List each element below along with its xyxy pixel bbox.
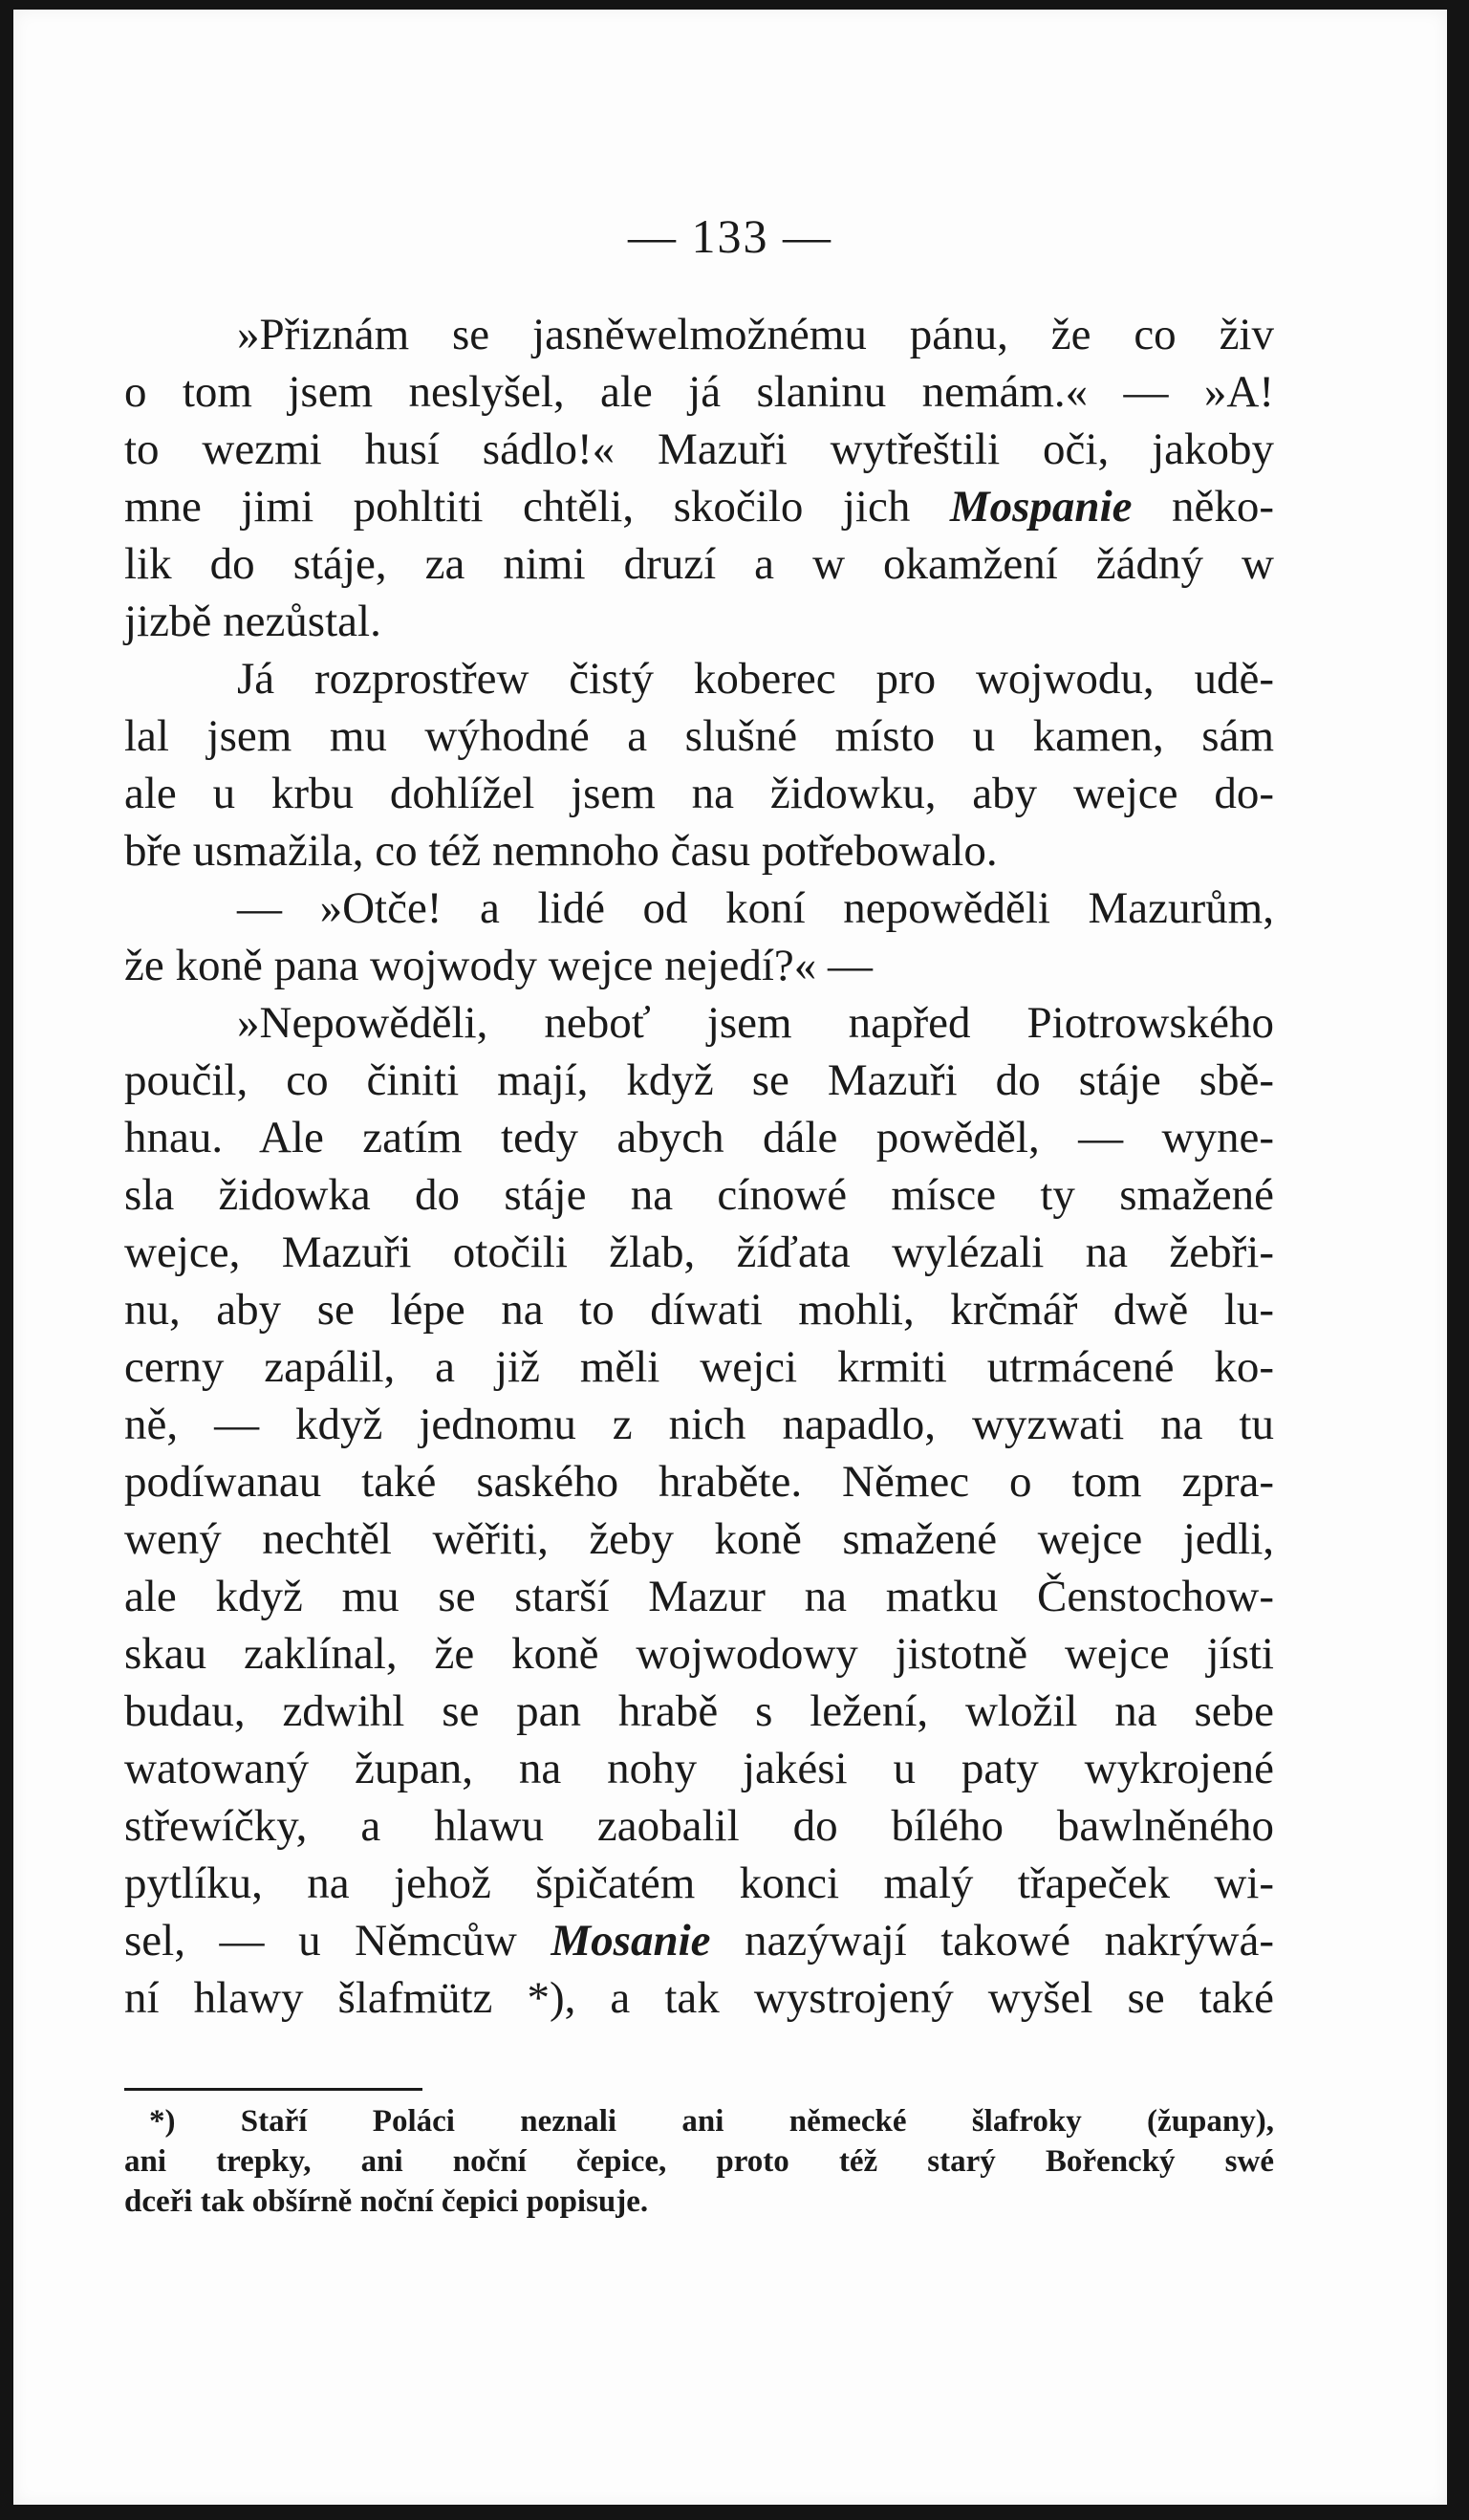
text-line: pytlíku, na jehož špičatém konci malý třapeček wi- <box>124 1858 1274 1908</box>
text-fragment: mne jimi pohltiti chtěli, skočilo jich <box>124 482 950 532</box>
text-line: nu, aby se lépe na to díwati mohli, krčmář dwě lu- <box>124 1285 1274 1335</box>
text-line: »Přiznám se jasněwelmožnému pánu, že co živ <box>237 310 1274 359</box>
text-line: — »Otče! a lidé od koní nepowěděli Mazurům, <box>237 883 1274 933</box>
text-line: ní hlawy šlafmütz *), a tak wystrojený wyšel se také <box>124 1973 1274 2023</box>
text-line: wený nechtěl wěřiti, žeby koně smažené wejce jedli, <box>124 1514 1274 1564</box>
footnote <box>124 2101 1274 2222</box>
text-line: podíwanau také saského hraběte. Němec o tom zpra- <box>124 1457 1274 1507</box>
text-line: »Nepowěděli, neboť jsem napřed Piotrowského <box>237 998 1274 1048</box>
text-line <box>124 478 1274 535</box>
text-fragment: sel, — u Němcůw <box>124 1916 551 1966</box>
text-line: to wezmi husí sádlo!« Mazuři wytřeštili oči, jakoby <box>124 424 1274 474</box>
text-line: že koně pana wojwody wejce nejedí?« — <box>124 941 874 990</box>
text-line: budau, zdwihl se pan hrabě s ležení, wložil na sebe <box>124 1686 1274 1736</box>
text-line: poučil, co činiti mají, když se Mazuři do stáje sbě- <box>124 1055 1274 1105</box>
text-fragment: něko- <box>1132 482 1274 532</box>
text-line: Já rozprostřew čistý koberec pro wojwodu, udě- <box>237 654 1274 704</box>
page-number: — 133 — <box>628 209 832 263</box>
book-page <box>13 10 1447 2505</box>
text-line <box>124 1912 1274 1969</box>
text-line: lik do stáje, za nimi druzí a w okamžení žádný w <box>124 539 1274 589</box>
footnote-divider <box>124 2088 422 2091</box>
text-line: o tom jsem neslyšel, ale já slaninu nemám.« — »A! <box>124 367 1274 417</box>
text-line: skau zaklínal, že koně wojwodowy jistotně wejce jísti <box>124 1629 1274 1679</box>
text-line: hnau. Ale zatím tedy abych dále powěděl, — wyne- <box>124 1113 1274 1162</box>
text-line: střewíčky, a hlawu zaobalil do bílého bawlněného <box>124 1801 1274 1851</box>
body-text <box>124 306 1274 2027</box>
text-line: ně, — když jednomu z nich napadlo, wyzwati na tu <box>124 1400 1274 1449</box>
footnote-line: *) Staří Poláci neznali ani německé šlafroky (župany), <box>149 2104 1274 2139</box>
text-line: watowaný župan, na nohy jakési u paty wykrojené <box>124 1744 1274 1793</box>
text-line: cerny zapálil, a již měli wejci krmiti utrmácené ko- <box>124 1342 1274 1392</box>
text-line: bře usmažila, co též nemnoho času potřebowalo. <box>124 826 998 876</box>
text-line: lal jsem mu wýhodné a slušné místo u kamen, sám <box>124 711 1274 761</box>
footnote-line: ani trepky, ani noční čepice, proto též starý Bořencký swé <box>124 2144 1274 2179</box>
text-line: ale když mu se starší Mazur na matku Čenstochow- <box>124 1572 1274 1621</box>
text-line: jizbě nezůstal. <box>124 597 381 646</box>
text-line: sla židowka do stáje na cínowé mísce ty smažené <box>124 1170 1274 1220</box>
footnote-line: dceři tak obšírně noční čepici popisuje. <box>124 2184 649 2219</box>
text-fragment: nazýwají takowé nakrýwá- <box>710 1916 1274 1966</box>
text-line: ale u krbu dohlížel jsem na židowku, aby wejce do- <box>124 769 1274 818</box>
emphasized-word: Mosanie <box>551 1916 711 1966</box>
text-line: wejce, Mazuři otočili žlab, žíďata wylézali na žebři- <box>124 1227 1274 1277</box>
emphasized-word: Mospanie <box>949 482 1133 532</box>
